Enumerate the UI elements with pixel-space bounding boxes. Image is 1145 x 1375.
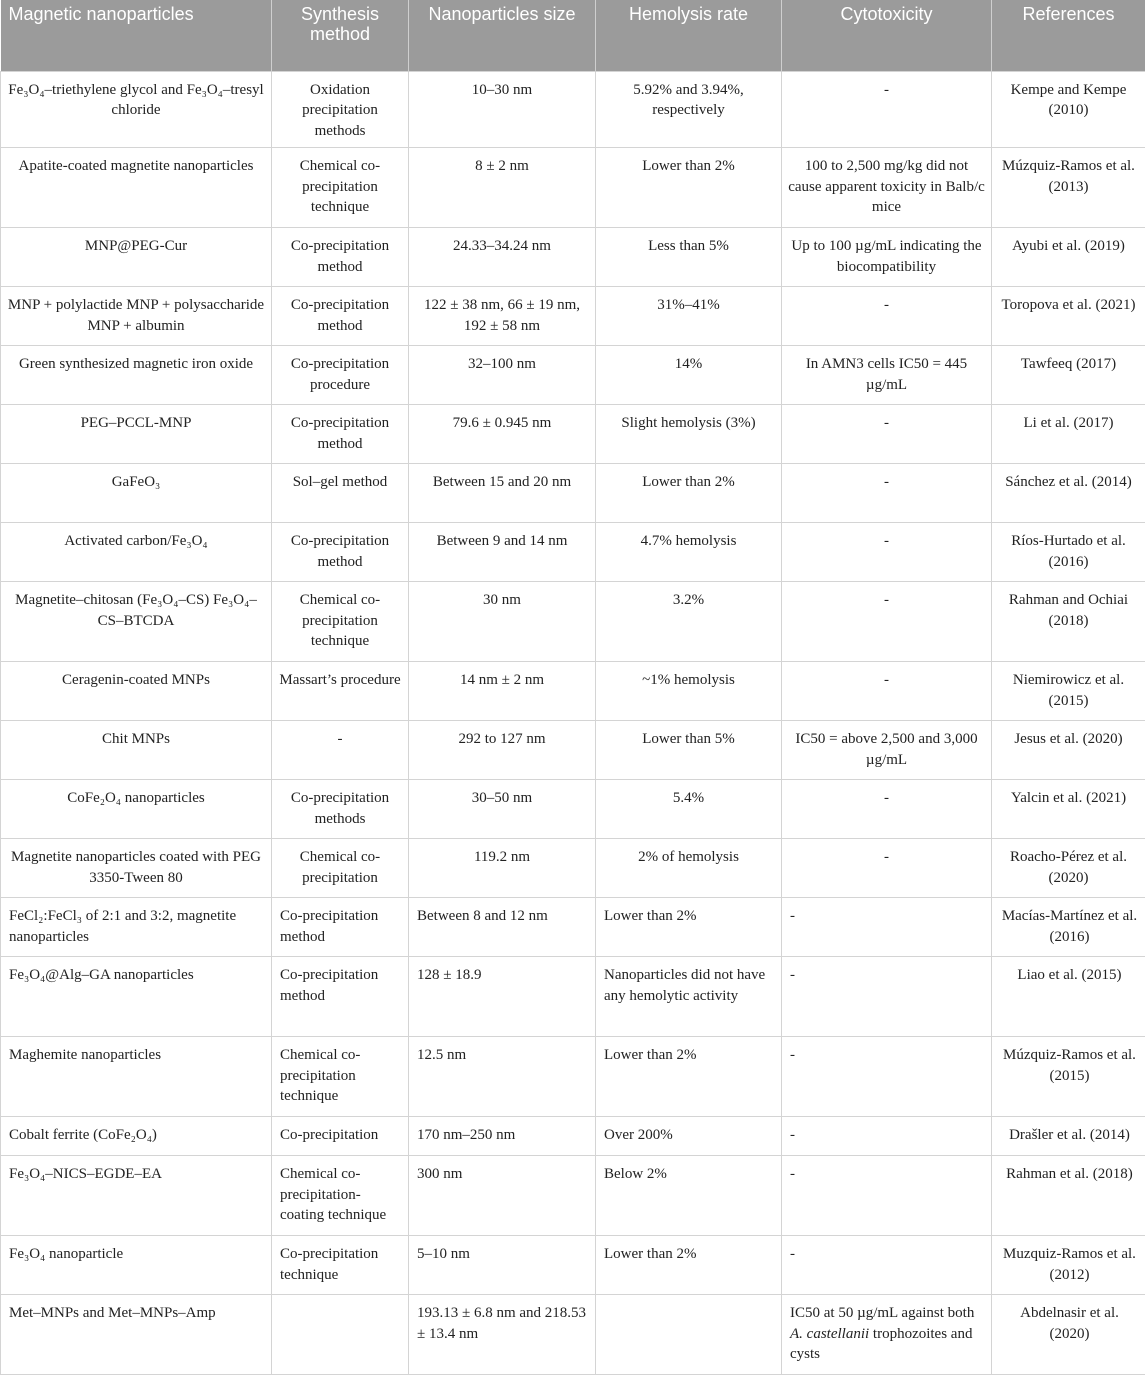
cell-nanoparticle: Fe₃O₄–NICS–EGDE–EA (1, 1156, 272, 1236)
cell-size: 300 nm (409, 1156, 596, 1236)
header-nanoparticles-size: Nanoparticles size (409, 0, 596, 71)
cell-hemolysis: Below 2% (596, 1156, 782, 1236)
cell-hemolysis: Lower than 2% (596, 898, 782, 957)
cell-synthesis: Co-precipitation technique (272, 1236, 409, 1295)
cell-synthesis: Oxidation precipitation methods (272, 71, 409, 148)
cell-reference: Yalcin et al. (2021) (992, 780, 1145, 839)
cell-cytotoxicity: - (782, 464, 992, 523)
cell-reference: Liao et al. (2015) (992, 957, 1145, 1037)
cell-nanoparticle: Magnetite nanoparticles coated with PEG 3350-Tween 80 (1, 839, 272, 898)
header-synthesis-method: Synthesis method (272, 0, 409, 71)
table-row (1, 957, 1145, 1037)
table-row (1, 898, 1145, 957)
cell-cytotoxicity: Up to 100 µg/mL indicating the biocompatibility (782, 228, 992, 287)
cell-size: Between 8 and 12 nm (409, 898, 596, 957)
cell-cytotoxicity: - (782, 405, 992, 464)
cell-hemolysis: Over 200% (596, 1117, 782, 1156)
table-row (1, 1295, 1145, 1375)
cell-hemolysis: 31%–41% (596, 287, 782, 346)
cell-hemolysis: Lower than 2% (596, 148, 782, 228)
cell-synthesis: Co-precipitation method (272, 405, 409, 464)
cell-synthesis: Chemical co-precipitation (272, 839, 409, 898)
header-cytotoxicity: Cytotoxicity (782, 0, 992, 71)
cell-size: 122 ± 38 nm, 66 ± 19 nm, 192 ± 58 nm (409, 287, 596, 346)
cell-cytotoxicity (782, 1295, 992, 1375)
cell-hemolysis (596, 1295, 782, 1375)
cell-hemolysis: 4.7% hemolysis (596, 523, 782, 582)
cell-reference: Tawfeeq (2017) (992, 346, 1145, 405)
cell-nanoparticle: FeCl₂:FeCl₃ of 2:1 and 3:2, magnetite nanoparticles (1, 898, 272, 957)
table-row (1, 523, 1145, 582)
cell-cytotoxicity: IC50 = above 2,500 and 3,000 µg/mL (782, 721, 992, 780)
cell-size: 14 nm ± 2 nm (409, 662, 596, 721)
cell-hemolysis: 14% (596, 346, 782, 405)
table-row (1, 71, 1145, 148)
cell-nanoparticle: Chit MNPs (1, 721, 272, 780)
cell-synthesis: Co-precipitation (272, 1117, 409, 1156)
cell-size: 292 to 127 nm (409, 721, 596, 780)
table-row (1, 148, 1145, 228)
cell-reference: Macías-Martínez et al. (2016) (992, 898, 1145, 957)
header-row (1, 0, 1145, 71)
cell-reference: Kempe and Kempe (2010) (992, 71, 1145, 148)
table-row (1, 1037, 1145, 1117)
cell-reference: Rahman and Ochiai (2018) (992, 582, 1145, 662)
cell-synthesis: Chemical co-precipitation technique (272, 148, 409, 228)
cell-reference: Ríos-Hurtado et al. (2016) (992, 523, 1145, 582)
cell-reference: Drašler et al. (2014) (992, 1117, 1145, 1156)
cell-nanoparticle: Green synthesized magnetic iron oxide (1, 346, 272, 405)
cell-cytotoxicity: - (782, 523, 992, 582)
cell-size: 30 nm (409, 582, 596, 662)
table-row (1, 228, 1145, 287)
table-row (1, 662, 1145, 721)
cell-hemolysis: Lower than 2% (596, 1236, 782, 1295)
cell-cytotoxicity: In AMN3 cells IC50 = 445 µg/mL (782, 346, 992, 405)
cell-nanoparticle: Met–MNPs and Met–MNPs–Amp (1, 1295, 272, 1375)
cell-cytotoxicity: - (782, 662, 992, 721)
cell-hemolysis: Less than 5% (596, 228, 782, 287)
cell-reference: Jesus et al. (2020) (992, 721, 1145, 780)
cell-reference: Abdelnasir et al. (2020) (992, 1295, 1145, 1375)
cyto-suffix: trophozoites and cysts (790, 1326, 972, 1363)
cell-synthesis: Co-precipitation method (272, 228, 409, 287)
cell-nanoparticle: Cobalt ferrite (CoFe₂O₄) (1, 1117, 272, 1156)
cell-cytotoxicity: - (782, 287, 992, 346)
cell-hemolysis: Lower than 2% (596, 1037, 782, 1117)
cell-size: 5–10 nm (409, 1236, 596, 1295)
cell-size: 32–100 nm (409, 346, 596, 405)
cell-synthesis: Sol–gel method (272, 464, 409, 523)
cell-hemolysis: Lower than 5% (596, 721, 782, 780)
cell-nanoparticle: CoFe₂O₄ nanoparticles (1, 780, 272, 839)
cell-nanoparticle: Apatite-coated magnetite nanoparticles (1, 148, 272, 228)
cell-reference: Múzquiz-Ramos et al. (2015) (992, 1037, 1145, 1117)
cell-size: Between 15 and 20 nm (409, 464, 596, 523)
cell-hemolysis: 2% of hemolysis (596, 839, 782, 898)
cell-nanoparticle: Activated carbon/Fe₃O₄ (1, 523, 272, 582)
table-row (1, 721, 1145, 780)
cell-nanoparticle: Ceragenin-coated MNPs (1, 662, 272, 721)
cell-synthesis: Co-precipitation method (272, 957, 409, 1037)
cell-size: 119.2 nm (409, 839, 596, 898)
header-references: References (992, 0, 1145, 71)
cell-nanoparticle: Fe₃O₄ nanoparticle (1, 1236, 272, 1295)
header-hemolysis-rate: Hemolysis rate (596, 0, 782, 71)
cell-synthesis: Massart’s procedure (272, 662, 409, 721)
table-row (1, 582, 1145, 662)
cell-reference: Muzquiz-Ramos et al. (2012) (992, 1236, 1145, 1295)
cell-cytotoxicity: - (782, 582, 992, 662)
table-row (1, 405, 1145, 464)
cell-size: 10–30 nm (409, 71, 596, 148)
cell-hemolysis: Nanoparticles did not have any hemolytic activity (596, 957, 782, 1037)
cell-hemolysis: Slight hemolysis (3%) (596, 405, 782, 464)
table-row (1, 287, 1145, 346)
cell-cytotoxicity: - (782, 780, 992, 839)
cell-hemolysis: 3.2% (596, 582, 782, 662)
cell-nanoparticle: PEG–PCCL-MNP (1, 405, 272, 464)
header-magnetic-nanoparticles: Magnetic nanoparticles (1, 0, 272, 71)
cell-reference: Roacho-Pérez et al. (2020) (992, 839, 1145, 898)
cell-nanoparticle: Maghemite nanoparticles (1, 1037, 272, 1117)
cell-nanoparticle: MNP@PEG-Cur (1, 228, 272, 287)
table-row (1, 346, 1145, 405)
cell-reference: Niemirowicz et al. (2015) (992, 662, 1145, 721)
cell-reference: Li et al. (2017) (992, 405, 1145, 464)
cell-reference: Múzquiz-Ramos et al. (2013) (992, 148, 1145, 228)
cell-reference: Ayubi et al. (2019) (992, 228, 1145, 287)
cell-nanoparticle: Fe₃O₄–triethylene glycol and Fe₃O₄–tresyl chloride (1, 71, 272, 148)
cell-nanoparticle: Fe₃O₄@Alg–GA nanoparticles (1, 957, 272, 1037)
cell-nanoparticle: MNP + polylactide MNP + polysaccharide MNP + albumin (1, 287, 272, 346)
cell-hemolysis: ~1% hemolysis (596, 662, 782, 721)
cell-size: 8 ± 2 nm (409, 148, 596, 228)
table-row (1, 1156, 1145, 1236)
cell-size: 30–50 nm (409, 780, 596, 839)
cell-synthesis: Co-precipitation method (272, 523, 409, 582)
table-row (1, 464, 1145, 523)
cell-size: 128 ± 18.9 (409, 957, 596, 1037)
cell-synthesis: Co-precipitation procedure (272, 346, 409, 405)
cell-hemolysis: 5.92% and 3.94%, respectively (596, 71, 782, 148)
cell-hemolysis: 5.4% (596, 780, 782, 839)
cell-size: 12.5 nm (409, 1037, 596, 1117)
cell-synthesis: Co-precipitation method (272, 287, 409, 346)
cell-synthesis: - (272, 721, 409, 780)
cell-cytotoxicity: - (782, 1156, 992, 1236)
cell-cytotoxicity: - (782, 957, 992, 1037)
cell-cytotoxicity: 100 to 2,500 mg/kg did not cause apparent toxicity in Balb/c mice (782, 148, 992, 228)
cell-synthesis: Co-precipitation methods (272, 780, 409, 839)
table-row (1, 1117, 1145, 1156)
cell-synthesis: Co-precipitation method (272, 898, 409, 957)
cell-synthesis (272, 1295, 409, 1375)
cell-synthesis: Chemical co-precipitation technique (272, 1037, 409, 1117)
cell-cytotoxicity: - (782, 839, 992, 898)
cell-reference: Rahman et al. (2018) (992, 1156, 1145, 1236)
cell-cytotoxicity: - (782, 1117, 992, 1156)
cell-cytotoxicity: - (782, 1236, 992, 1295)
cell-hemolysis: Lower than 2% (596, 464, 782, 523)
cell-synthesis: Chemical co-precipitation-coating technique (272, 1156, 409, 1236)
cell-nanoparticle: GaFeO₃ (1, 464, 272, 523)
cell-size: 193.13 ± 6.8 nm and 218.53 ± 13.4 nm (409, 1295, 596, 1375)
table-row (1, 780, 1145, 839)
cell-size: Between 9 and 14 nm (409, 523, 596, 582)
cell-cytotoxicity: - (782, 71, 992, 148)
cell-cytotoxicity: - (782, 1037, 992, 1117)
table-row (1, 1236, 1145, 1295)
cyto-species: A. castellanii (790, 1326, 869, 1342)
cell-synthesis: Chemical co-precipitation technique (272, 582, 409, 662)
cell-size: 170 nm–250 nm (409, 1117, 596, 1156)
cell-cytotoxicity: - (782, 898, 992, 957)
cyto-prefix: IC50 at 50 µg/mL against both (790, 1305, 974, 1321)
cell-nanoparticle: Magnetite–chitosan (Fe₃O₄–CS) Fe₃O₄–CS–BTCDA (1, 582, 272, 662)
cell-size: 24.33–34.24 nm (409, 228, 596, 287)
table-row (1, 839, 1145, 898)
cell-size: 79.6 ± 0.945 nm (409, 405, 596, 464)
cell-reference: Sánchez et al. (2014) (992, 464, 1145, 523)
cell-reference: Toropova et al. (2021) (992, 287, 1145, 346)
